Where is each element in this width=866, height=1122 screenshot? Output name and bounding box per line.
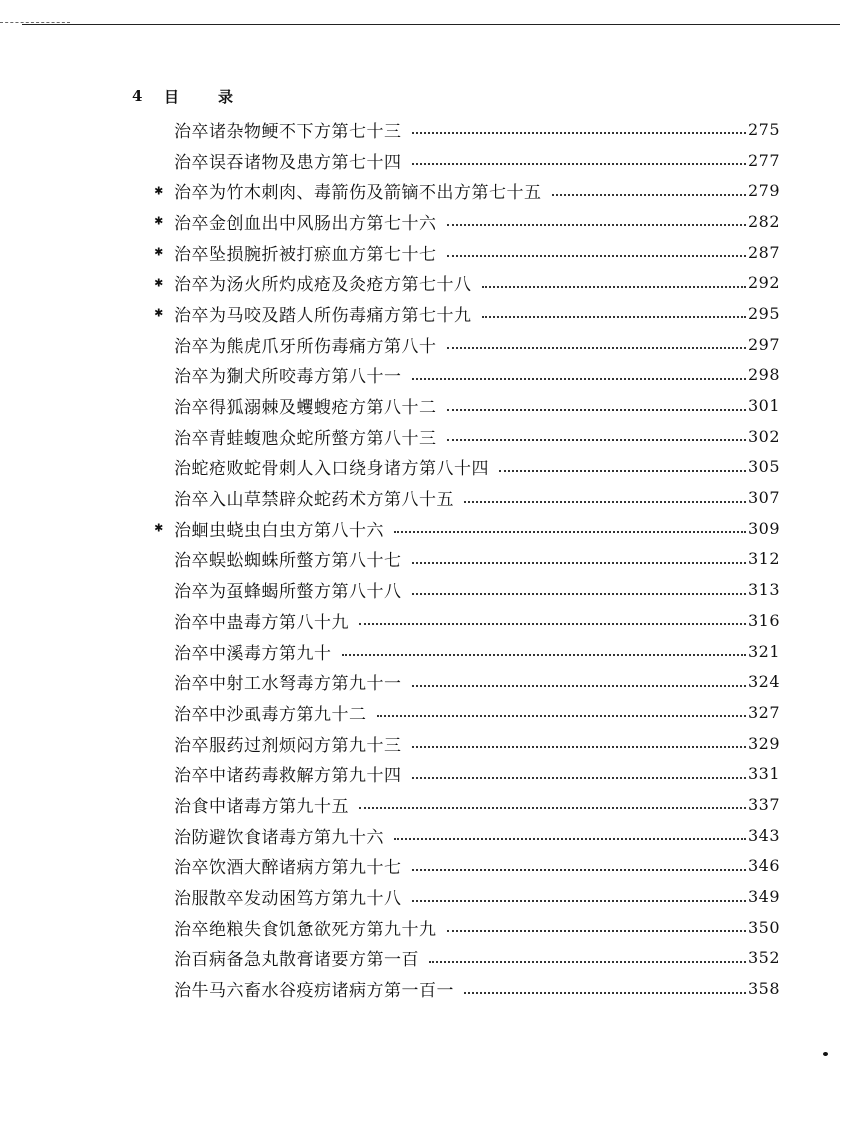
toc-entry-title: 治蛇疮败蛇骨刺人入口绕身诸方第八十四 [174, 459, 489, 480]
toc-entry-title: 治卒入山草禁辟众蛇药术方第八十五 [174, 490, 454, 511]
header-title-char-1: 目 [164, 87, 180, 106]
toc-entry [150, 175, 780, 206]
dot-leader [447, 224, 746, 226]
dot-leader [447, 347, 746, 349]
toc-entry-title: 治卒中诸药毒救解方第九十四 [174, 766, 402, 787]
toc-entry-page: 309 [747, 518, 780, 538]
toc-entry-page: 331 [747, 764, 780, 784]
asterisk-marker-icon: ✱ [154, 521, 164, 535]
toc-entry [150, 912, 780, 943]
toc-entry-title: 治卒绝粮失食饥惫欲死方第九十九 [174, 919, 437, 940]
toc-entry-page: 282 [747, 211, 780, 231]
toc-entry-page: 324 [747, 672, 780, 692]
toc-entry-page: 329 [747, 733, 780, 753]
asterisk-marker-icon: ✱ [154, 306, 164, 320]
dot-leader [447, 439, 746, 441]
toc-entry-title: 治卒为马咬及踏人所伤毒痛方第七十九 [174, 305, 472, 326]
toc-entry-page: 337 [747, 794, 780, 814]
toc-entry [150, 605, 780, 636]
toc-entry-page: 313 [747, 580, 780, 600]
toc-entry-title: 治蛔虫蛲虫白虫方第八十六 [174, 520, 384, 541]
dot-leader [412, 562, 746, 564]
toc-entry-title: 治卒为虿蜂蝎所螫方第八十八 [174, 582, 402, 603]
toc-entry-title: 治卒诸杂物鲠不下方第七十三 [174, 121, 402, 142]
toc-entry [150, 789, 780, 820]
toc-entry-page: 277 [747, 150, 780, 170]
toc-entry-title: 治卒为猘犬所咬毒方第八十一 [174, 367, 402, 388]
dot-leader [412, 869, 746, 871]
dot-leader [412, 378, 746, 380]
top-dashed-line [0, 22, 70, 23]
dot-leader [447, 409, 746, 411]
toc-entry-title: 治卒服药过剂烦闷方第九十三 [174, 735, 402, 756]
toc-entry-page: 350 [747, 917, 780, 937]
toc-entry [150, 881, 780, 912]
toc-entry [150, 145, 780, 176]
toc-entry-title: 治食中诸毒方第九十五 [174, 796, 349, 817]
dot-leader [377, 715, 746, 717]
asterisk-marker-icon: ✱ [154, 276, 164, 290]
toc-entry-page: 292 [747, 273, 780, 293]
toc-entry-title: 治卒中沙虱毒方第九十二 [174, 704, 367, 725]
dot-leader [359, 807, 746, 809]
toc-entry-page: 321 [747, 641, 780, 661]
toc-entry-title: 治卒中溪毒方第九十 [174, 643, 332, 664]
dot-leader [359, 623, 746, 625]
toc-entry-page: 352 [747, 948, 780, 968]
toc-entry-title: 治服散卒发动困笃方第九十八 [174, 889, 402, 910]
toc-entry-page: 358 [747, 979, 780, 999]
toc-entry-page: 305 [747, 457, 780, 477]
toc-entry [150, 636, 780, 667]
header-title-char-2: 录 [218, 87, 234, 106]
dot-leader [464, 501, 746, 503]
toc-entry-page: 287 [747, 242, 780, 262]
toc-entry-title: 治防避饮食诸毒方第九十六 [174, 827, 384, 848]
table-of-contents [150, 114, 780, 1004]
dot-leader [412, 593, 746, 595]
toc-entry [150, 973, 780, 1004]
toc-entry-page: 343 [747, 825, 780, 845]
asterisk-marker-icon: ✱ [154, 245, 164, 259]
toc-entry-page: 279 [747, 181, 780, 201]
toc-entry-page: 312 [747, 549, 780, 569]
dot-leader [447, 930, 746, 932]
toc-entry [150, 943, 780, 974]
toc-entry-title: 治卒青蛙蝮虺众蛇所螫方第八十三 [174, 428, 437, 449]
dot-leader [464, 992, 746, 994]
toc-entry-page: 301 [747, 396, 780, 416]
dot-leader [482, 286, 746, 288]
toc-entry [150, 513, 780, 544]
dot-leader [482, 316, 746, 318]
toc-entry-title: 治百病备急丸散膏诸要方第一百 [174, 950, 419, 971]
toc-entry [150, 390, 780, 421]
asterisk-marker-icon: ✱ [154, 214, 164, 228]
dot-leader [552, 194, 746, 196]
toc-entry-title: 治卒得狐溺棘及蠼螋疮方第八十二 [174, 398, 437, 419]
toc-entry-title: 治卒饮酒大醉诸病方第九十七 [174, 858, 402, 879]
toc-entry [150, 421, 780, 452]
dot-leader [342, 654, 746, 656]
dot-leader [412, 163, 746, 165]
toc-entry-page: 349 [747, 887, 780, 907]
toc-entry [150, 329, 780, 360]
dot-leader [429, 961, 746, 963]
toc-entry [150, 697, 780, 728]
toc-entry [150, 758, 780, 789]
toc-entry [150, 482, 780, 513]
toc-entry [150, 820, 780, 851]
toc-entry [150, 666, 780, 697]
dot-leader [412, 685, 746, 687]
toc-entry-title: 治卒蜈蚣蜘蛛所螫方第八十七 [174, 551, 402, 572]
toc-entry [150, 114, 780, 145]
running-header [132, 84, 233, 108]
toc-entry [150, 544, 780, 575]
toc-entry [150, 728, 780, 759]
toc-entry-title: 治卒中蛊毒方第八十九 [174, 612, 349, 633]
toc-entry-page: 298 [747, 365, 780, 385]
page-number: 4 [132, 87, 143, 105]
toc-entry [150, 574, 780, 605]
toc-entry-title: 治卒为汤火所灼成疮及灸疮方第七十八 [174, 275, 472, 296]
toc-entry-title: 治卒坠损腕折被打瘀血方第七十七 [174, 244, 437, 265]
dot-leader [394, 531, 746, 533]
toc-entry [150, 360, 780, 391]
toc-entry [150, 267, 780, 298]
toc-entry-page: 275 [747, 119, 780, 139]
toc-entry-title: 治卒为熊虎爪牙所伤毒痛方第八十 [174, 336, 437, 357]
toc-entry-title: 治卒为竹木刺肉、毒箭伤及箭镝不出方第七十五 [174, 183, 542, 204]
toc-entry-title: 治卒金创血出中风肠出方第七十六 [174, 213, 437, 234]
toc-entry-title: 治牛马六畜水谷疫疠诸病方第一百一 [174, 981, 454, 1002]
toc-entry-page: 302 [747, 426, 780, 446]
toc-entry-page: 295 [747, 303, 780, 323]
toc-entry-title: 治卒中射工水弩毒方第九十一 [174, 674, 402, 695]
asterisk-marker-icon: ✱ [154, 184, 164, 198]
toc-entry-page: 346 [747, 856, 780, 876]
dot-leader [412, 132, 746, 134]
scan-speck [823, 1052, 828, 1056]
dot-leader [499, 470, 746, 472]
toc-entry-page: 316 [747, 610, 780, 630]
toc-entry [150, 452, 780, 483]
dot-leader [412, 777, 746, 779]
dot-leader [447, 255, 746, 257]
dot-leader [412, 746, 746, 748]
toc-entry [150, 851, 780, 882]
top-border-line [22, 24, 840, 25]
dot-leader [394, 838, 746, 840]
toc-entry [150, 237, 780, 268]
toc-entry [150, 206, 780, 237]
dot-leader [412, 900, 746, 902]
toc-entry-title: 治卒误吞诸物及患方第七十四 [174, 152, 402, 173]
toc-entry [150, 298, 780, 329]
toc-entry-page: 297 [747, 334, 780, 354]
toc-entry-page: 327 [747, 702, 780, 722]
toc-entry-page: 307 [747, 488, 780, 508]
